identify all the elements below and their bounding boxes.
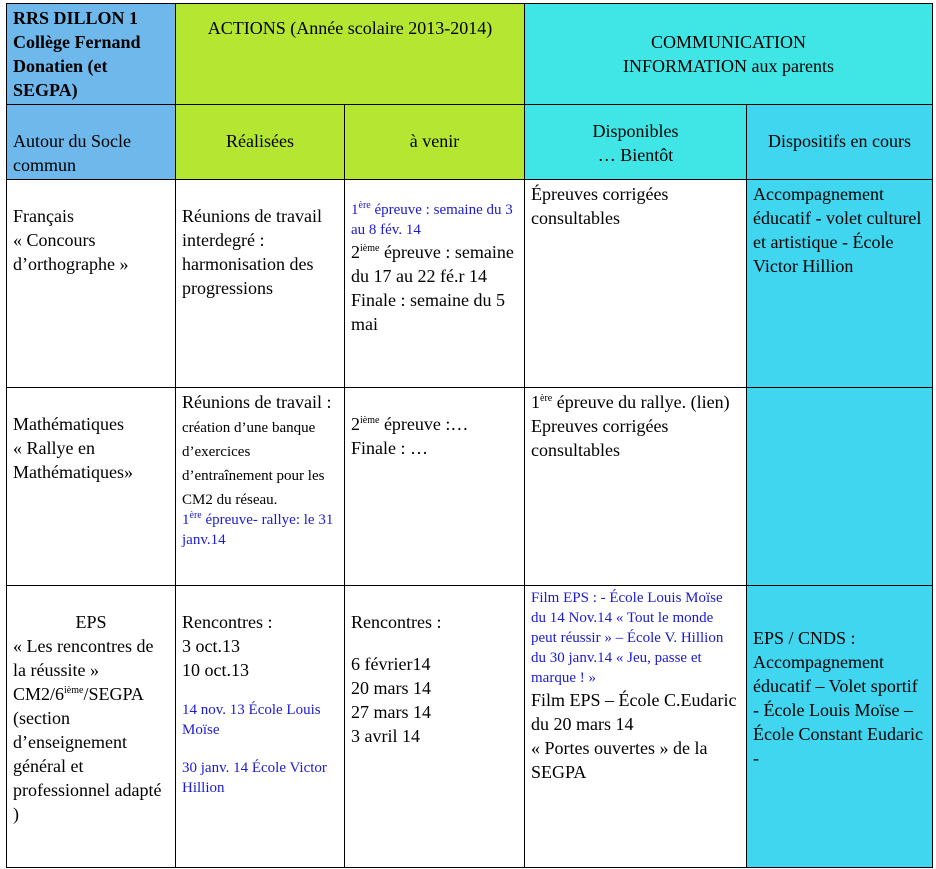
communication-title: COMMUNICATION (651, 32, 807, 52)
maths-rallye-link[interactable]: 1ère épreuve du rallye. (lien) (531, 392, 730, 412)
francais-subject: Français « Concours d’orthographe » (7, 180, 176, 388)
eps-louis-moise: 14 nov. 13 École Louis Moïse (182, 702, 321, 738)
eps-subject (7, 586, 176, 868)
eps-film-eudaric: Film EPS – École C.Eudaric du 20 mars 14 (531, 690, 737, 734)
eps-disponibles (525, 586, 747, 868)
row-eps (7, 586, 933, 868)
realisees-header: Réalisées (176, 105, 345, 180)
maths-subject: Mathématiques « Rallye en Mathématiques» (7, 388, 176, 586)
francais-finale: Finale : semaine du 5 mai (351, 290, 505, 334)
eps-realisees: Rencontres : 3 oct.13 10 oct.13 14 nov. 13 École Louis Moïse 30 janv. 14 École Victor Hillion (176, 586, 345, 868)
header-row (7, 4, 933, 105)
eps-portes-ouvertes: « Portes ouvertes » de la SEGPA (531, 738, 708, 782)
maths-epreuves-corrigees: Epreuves corrigées consultables (531, 416, 669, 460)
francais-dispositifs: Accompagnement éducatif - volet culturel et artistique - École Victor Hillion (747, 180, 933, 388)
disponibles-header: Disponibles … Bientôt (525, 105, 747, 180)
francais-disponibles: Épreuves corrigées consultables (525, 180, 747, 388)
maths-disponibles (525, 388, 747, 586)
maths-finale: Finale : … (351, 438, 428, 458)
francais-epreuve-2: 2ième épreuve : semaine du 17 au 22 fé.r 14 (351, 242, 514, 286)
eps-title: EPS (75, 612, 107, 632)
communication-header (525, 4, 933, 105)
dispositifs-header: Dispositifs en cours (747, 105, 933, 180)
subheader-row (7, 105, 933, 180)
socle-header: Autour du Socle commun (7, 105, 176, 180)
eps-a-venir: Rencontres : 6 février14 20 mars 14 27 mars 14 3 avril 14 (345, 586, 525, 868)
row-francais (7, 180, 933, 388)
eps-victor-hillion: 30 janv. 14 École Victor Hillion (182, 760, 327, 796)
school-header: RRS DILLON 1 Collège Fernand Donatien (et SEGPA) (7, 4, 176, 105)
a-venir-header: à venir (345, 105, 525, 180)
francais-realisees: Réunions de travail interdegré : harmonisation des progressions (176, 180, 345, 388)
eps-rencontres-title: « Les rencontres de la réussite » CM2/6ième/SEGPA (13, 636, 154, 704)
row-maths (7, 388, 933, 586)
maths-dispositifs (747, 388, 933, 586)
francais-epreuve-1: 1ère épreuve : semaine du 3 au 8 fév. 14 (351, 200, 513, 238)
eps-dispositifs: EPS / CNDS : Accompagnement éducatif – Volet sportif - École Louis Moïse – École Constant Eudaric - (747, 586, 933, 868)
eps-film-links[interactable]: Film EPS : - École Louis Moïse du 14 Nov.14 « Tout le monde peut réussir » – École V. Hillion du 30 janv.14 « Jeu, passe et marque ! » (531, 590, 724, 686)
information-title: INFORMATION aux parents (623, 56, 834, 76)
maths-epreuve-2: 2ième épreuve :… (351, 414, 469, 434)
francais-a-venir (345, 180, 525, 388)
actions-table (6, 3, 933, 868)
maths-a-venir (345, 388, 525, 586)
maths-rallye-epreuve: 1ère épreuve- rallye: le 31 janv.14 (182, 510, 334, 548)
maths-realisees: Réunions de travail : création d’une banque d’exercices d’entraînement pour les CM2 du réseau. 1ère épreuve- rallye: le 31 janv.14 (176, 388, 345, 586)
actions-header: ACTIONS (Année scolaire 2013-2014) (176, 4, 525, 105)
eps-segpa-description: (section d’enseignement général et professionnel adapté ) (13, 708, 162, 824)
